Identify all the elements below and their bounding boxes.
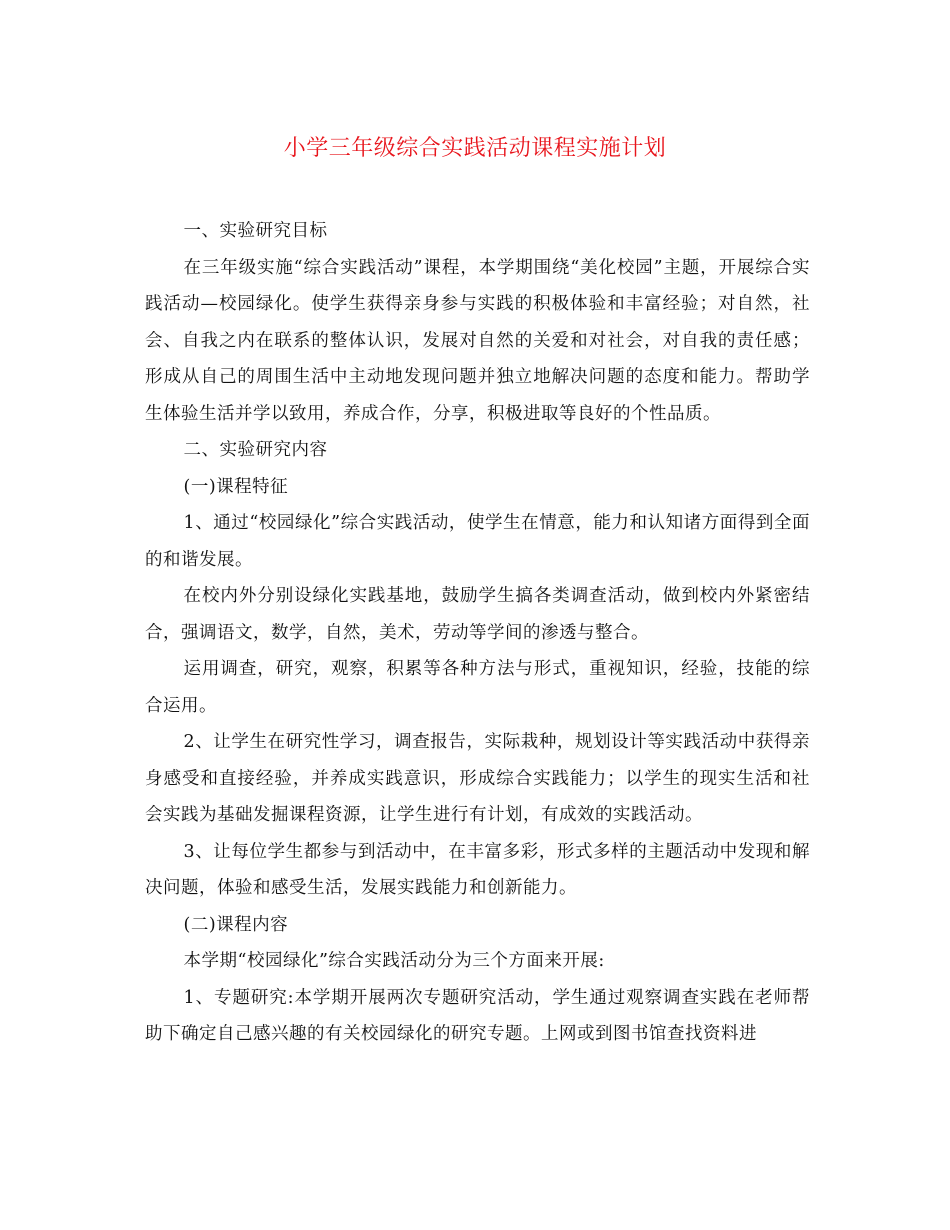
- subheading-course-features: (一)课程特征: [183, 476, 289, 497]
- paragraph-goals: 在三年级实施“综合实践活动”课程，本学期围绕“美化校园”主题，开展综合实践活动—校园绿化。使学生获得亲身参与实践的积极体验和丰富经验；对自然，社会、自我之内在联系的整体认识，发展对自然的关爱和对社会，对自我的责任感；形成从自己的周围生活中主动地发现问题并独立地解决问题的态度和能力。帮助学生体验生活并学以致用，养成合作，分享，积极进取等良好的个性品质。: [145, 257, 810, 424]
- document-title: 小学三年级综合实践活动课程实施计划: [283, 136, 667, 161]
- heading-research-content: 二、实验研究内容: [183, 440, 328, 460]
- paragraph-intro-three-aspects: 本学期“校园绿化”综合实践活动分为三个方面来开展:: [183, 951, 605, 971]
- subheading-course-content: (二)课程内容: [183, 914, 289, 935]
- paragraph-feature-2: 2、让学生在研究性学习，调查报告，实际栽种，规划设计等实践活动中获得亲身感受和直接经验，并养成实践意识，形成综合实践能力；以学生的现实生活和社会实践为基础发掘课程资源，让学生进行有计划，有成效的实践活动。: [145, 732, 810, 825]
- paragraph-feature-3: 3、让每位学生都参与到活动中，在丰富多彩，形式多样的主题活动中发现和解决问题，体验和感受生活，发展实践能力和创新能力。: [145, 841, 810, 898]
- paragraph-topic-research: 1、专题研究:本学期开展两次专题研究活动，学生通过观察调查实践在老师帮助下确定自己感兴趣的有关校园绿化的研究专题。上网或到图书馆查找资料进: [145, 987, 810, 1044]
- document-body: [145, 213, 810, 1053]
- paragraph-methods: 运用调查，研究，观察，积累等各种方法与形式，重视知识，经验，技能的综合运用。: [145, 659, 810, 716]
- paragraph-practice-base: 在校内外分别设绿化实践基地，鼓励学生搞各类调查活动，做到校内外紧密结合，强调语文，数学，自然，美术，劳动等学间的渗透与整合。: [145, 586, 810, 643]
- heading-research-goals: 一、实验研究目标: [183, 221, 328, 241]
- paragraph-feature-1: 1、通过“校园绿化”综合实践活动，使学生在情意，能力和认知诸方面得到全面的和谐发展。: [145, 513, 810, 570]
